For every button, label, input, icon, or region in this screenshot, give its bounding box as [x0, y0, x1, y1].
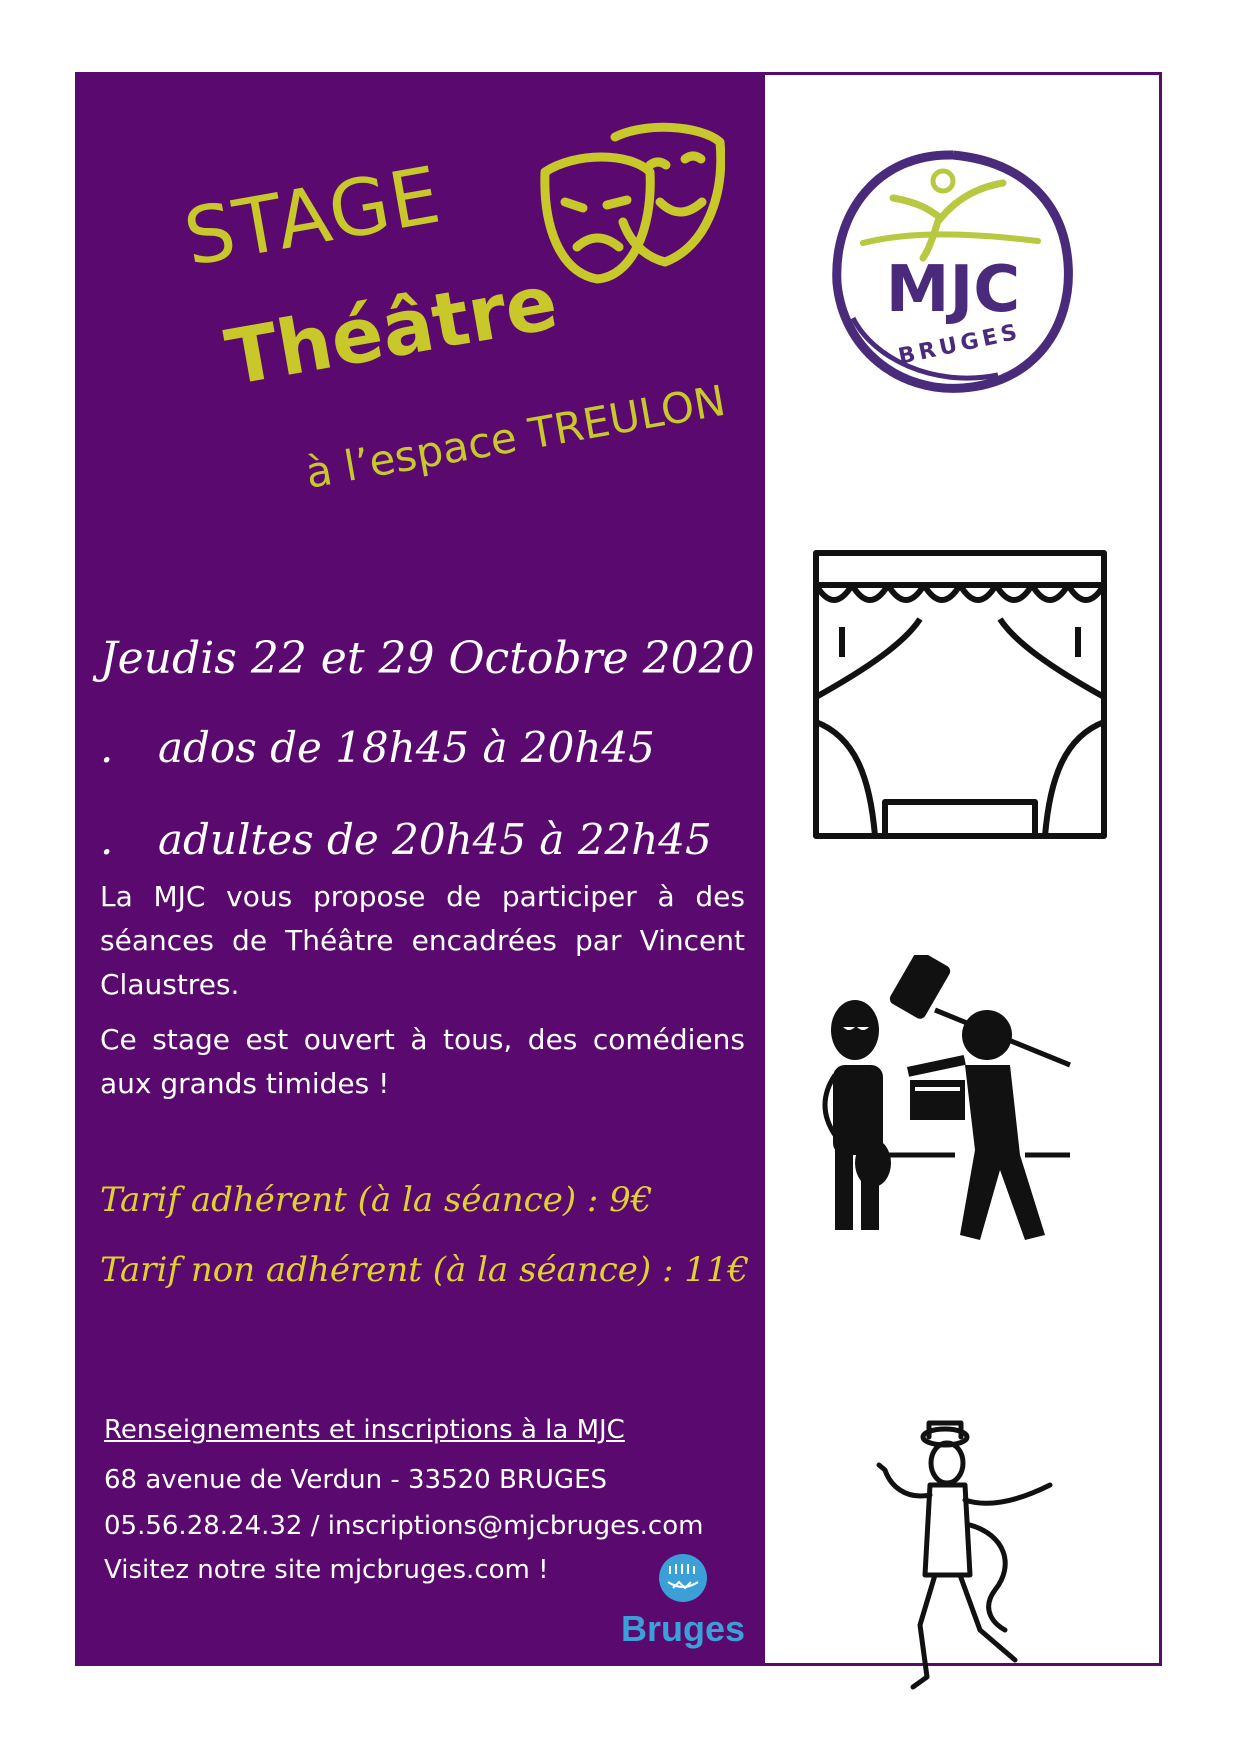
bruges-city-name: Bruges: [620, 1608, 746, 1649]
bullet: .: [100, 723, 114, 772]
bruges-city-logo: [618, 1550, 748, 1660]
description-paragraph-1: La MJC vous propose de participer à des séances de Théâtre encadrées par Vincent Claustres.: [100, 880, 745, 1001]
stage-curtain-icon: [810, 547, 1110, 842]
title-stage: STAGE: [177, 150, 448, 284]
description-paragraph-2: Ce stage est ouvert à tous, des comédiens aux grands timides !: [100, 1023, 745, 1100]
contact-address: 68 avenue de Verdun - 33520 BRUGES: [104, 1465, 608, 1495]
title-theatre: Théâtre: [219, 256, 564, 403]
schedule-item-teens: [100, 723, 655, 772]
bullet: .: [100, 815, 114, 864]
dancer-icon: [865, 1415, 1065, 1705]
contact-heading: Renseignements et inscriptions à la MJC: [104, 1415, 625, 1445]
contact-website[interactable]: Visitez notre site mjcbruges.com !: [104, 1555, 549, 1585]
film-crew-icon: [795, 955, 1080, 1245]
schedule-item-label: adultes de 20h45 à 22h45: [158, 815, 712, 864]
left-panel: [78, 75, 765, 1663]
price-member: Tarif adhérent (à la séance) : 9€: [100, 1180, 653, 1220]
mjc-logo: [823, 143, 1083, 403]
contact-phone-email[interactable]: 05.56.28.24.32 / inscriptions@mjcbruges.com: [104, 1511, 704, 1541]
schedule-item-adults: [100, 815, 712, 864]
date-line: Jeudis 22 et 29 Octobre 2020: [100, 633, 755, 684]
title-venue: à l’espace TREULON: [301, 375, 730, 498]
schedule-item-label: ados de 18h45 à 20h45: [158, 723, 655, 772]
bruges-crest-icon: [618, 1550, 748, 1610]
mjc-logo-subtext: BRUGES: [896, 319, 1024, 370]
right-panel: [765, 75, 1159, 1663]
poster: [75, 72, 1162, 1666]
price-non-member: Tarif non adhérent (à la séance) : 11€: [100, 1250, 750, 1290]
theatre-masks-icon: [535, 117, 725, 287]
mjc-logo-text: MJC: [885, 253, 1021, 327]
